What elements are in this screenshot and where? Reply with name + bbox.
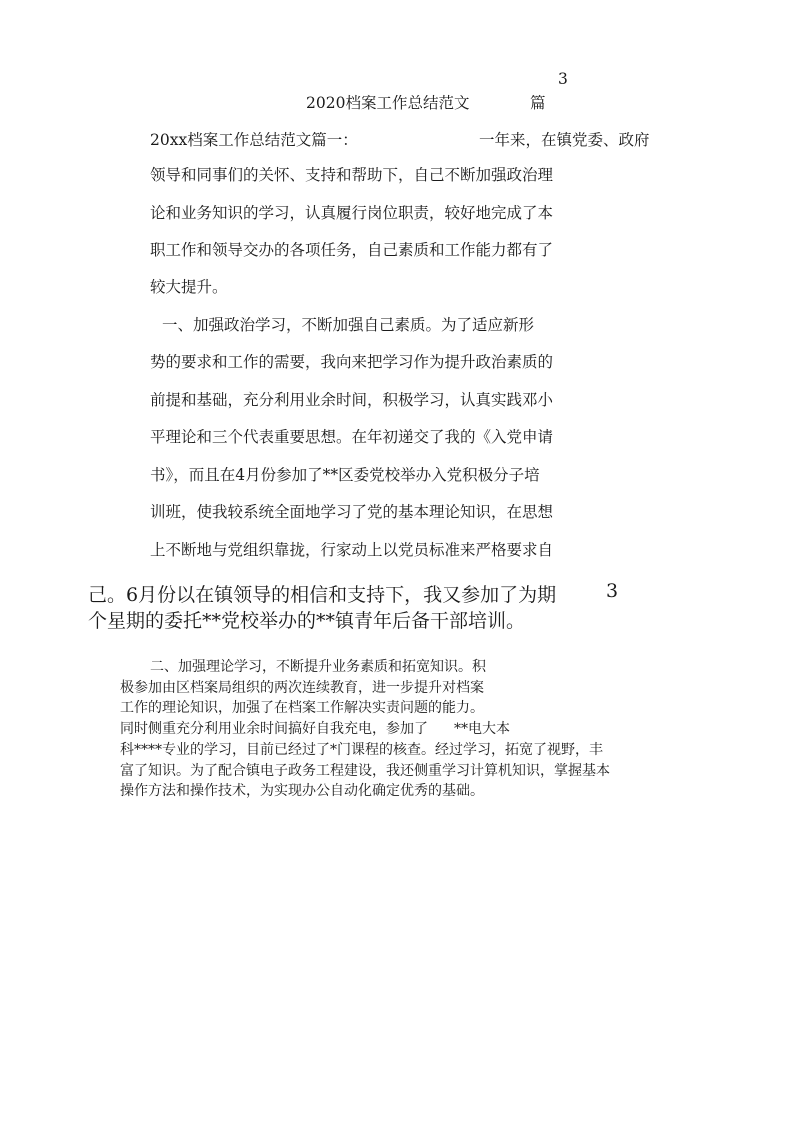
paragraph-line: 职工作和领导交办的各项任务，自己素质和工作能力都有了	[150, 241, 554, 259]
intro-right: 一年来，在镇党委、政府	[479, 131, 650, 149]
page-title: 2020档案工作总结范文	[306, 94, 470, 112]
paragraph-line-right: **电大本	[454, 721, 510, 737]
paragraph-line: 前提和基础，充分利用业余时间，积极学习，认真实践邓小	[150, 391, 554, 409]
page-title-suffix: 篇	[530, 94, 546, 112]
intro-left: 20xx档案工作总结范文篇一：	[150, 131, 358, 149]
page-number: 3	[558, 70, 568, 88]
paragraph-line: 较大提升。	[150, 278, 228, 296]
paragraph-line: 极参加由区档案局组织的两次连续教育，进一步提升对档案	[120, 680, 484, 696]
paragraph-line-left: 同时侧重充分利用业余时间搞好自我充电，参加了	[120, 721, 428, 737]
paragraph-line: 工作的理论知识，加强了在档案工作解决实责问题的能力。	[120, 700, 484, 716]
paragraph-line: 训班，使我较系统全面地学习了党的基本理论知识，在思想	[150, 503, 554, 521]
paragraph-line: 操作方法和操作技术，为实现办公自动化确定优秀的基础。	[120, 783, 484, 799]
paragraph-line: 科****专业的学习，目前已经过了*门课程的核查。经过学习，拓宽了视野，丰	[120, 742, 603, 758]
large-line: 个星期的委托**党校举办的**镇青年后备干部培训。	[88, 610, 526, 632]
paragraph-line: 书》，而且在4月份参加了**区委党校举办入党积极分子培	[150, 466, 540, 484]
paragraph-line: 领导和同事们的关怀、支持和帮助下，自己不断加强政治理	[150, 166, 554, 184]
section-heading-line: 二、加强理论学习，不断提升业务素质和拓宽知识。积	[150, 659, 486, 675]
large-line-right: 3	[606, 580, 619, 602]
paragraph-line: 势的要求和工作的需要，我向来把学习作为提升政治素质的	[150, 353, 554, 371]
paragraph-line: 论和业务知识的学习，认真履行岗位职责，较好地完成了本	[150, 204, 554, 222]
paragraph-line: 上不断地与党组织靠拢，行家动上以党员标准来严格要求自	[150, 541, 554, 559]
section-heading-line: 一、加强政治学习，不断加强自己素质。为了适应新形	[162, 316, 535, 334]
paragraph-line: 平理论和三个代表重要思想。在年初递交了我的《入党申请	[150, 428, 554, 446]
paragraph-line: 富了知识。为了配合镇电子政务工程建设，我还侧重学习计算机知识，掌握基本	[120, 763, 610, 779]
large-line-left: 己。6月份以在镇领导的相信和支持下，我又参加了为期	[88, 584, 557, 606]
